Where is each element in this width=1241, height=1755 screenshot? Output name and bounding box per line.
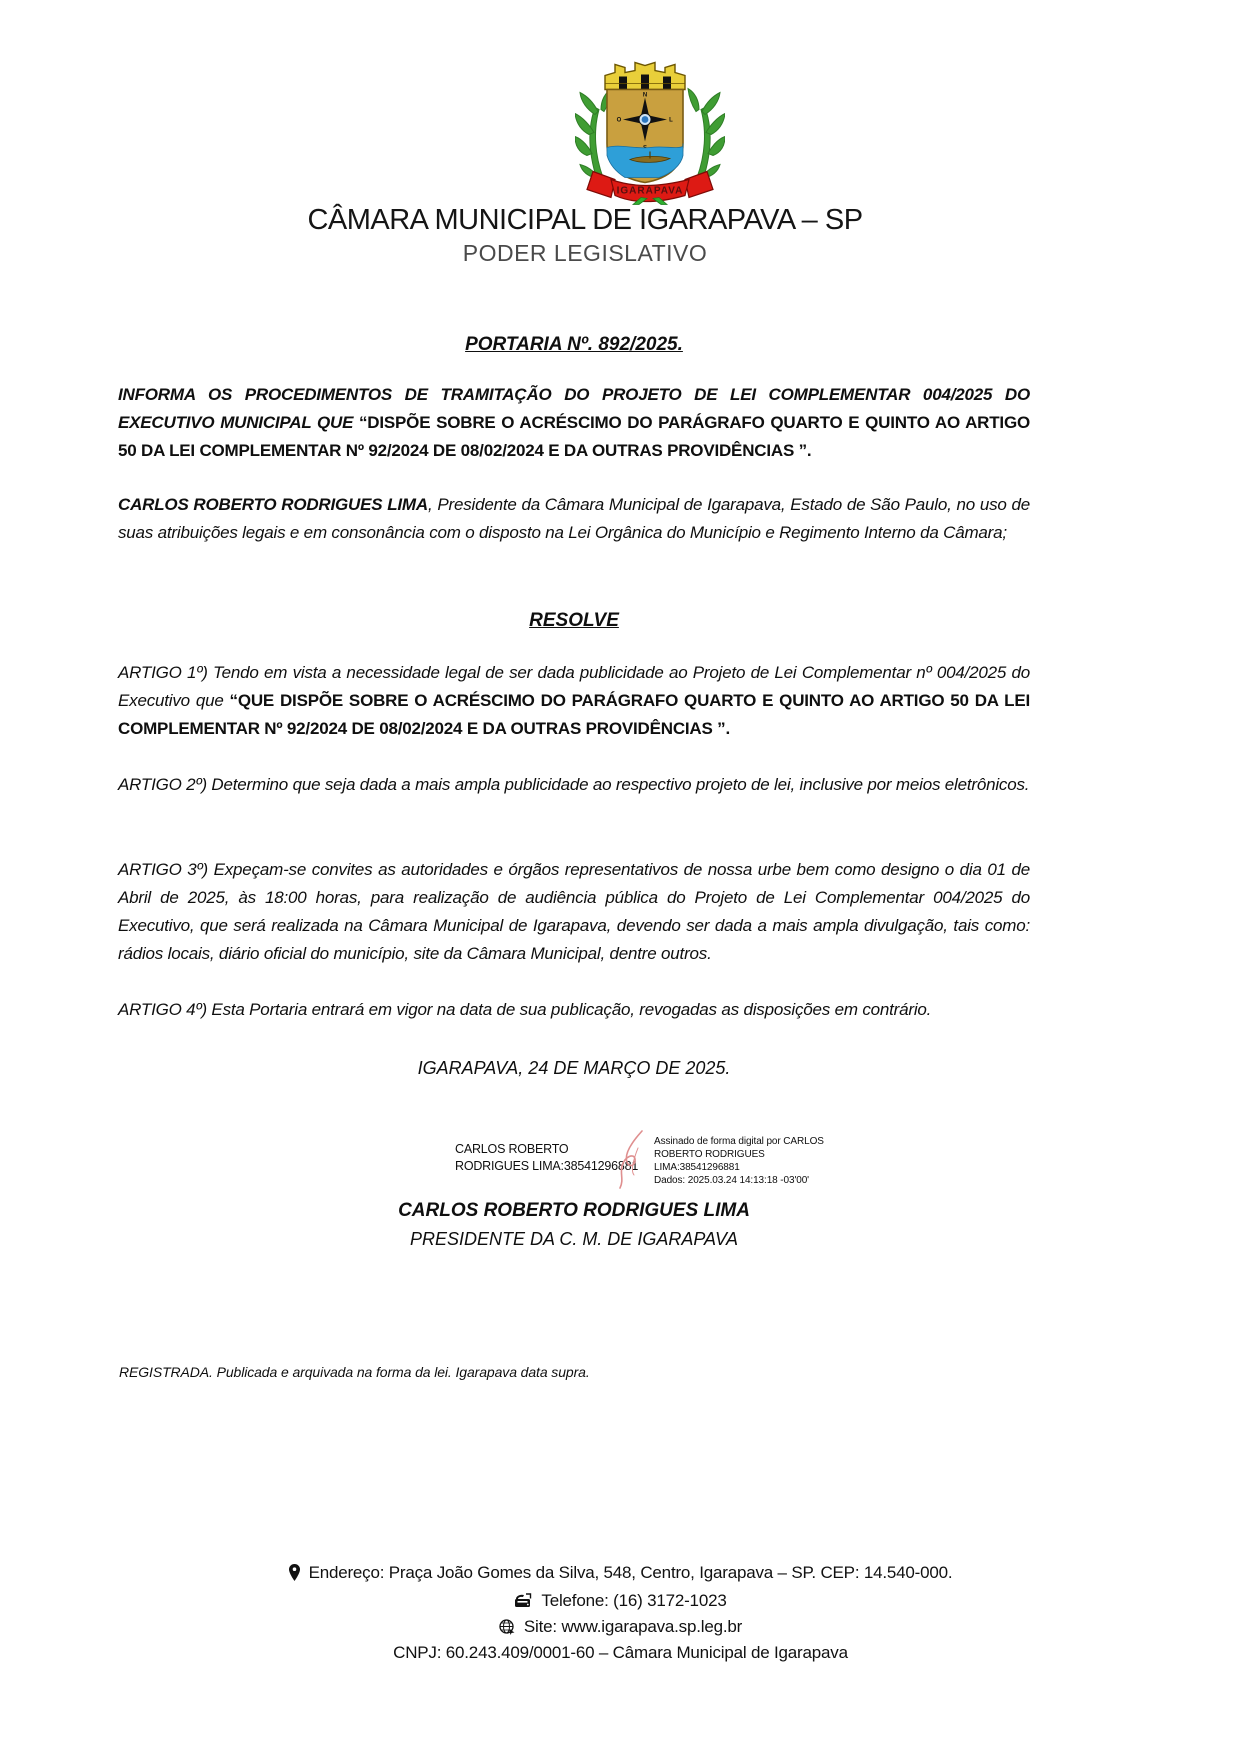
footer-site-line: [0, 1617, 1241, 1640]
footer-phone: Telefone: (16) 3172-1023: [541, 1591, 727, 1610]
coat-of-arms: [575, 58, 725, 206]
artigo-4: ARTIGO 4º) Esta Portaria entrará em vigor na data de sua publicação, revogadas as disposições em contrário.: [118, 1000, 932, 1019]
location-pin-icon: [289, 1564, 300, 1586]
artigo-2: ARTIGO 2º) Determino que seja dada a mais ampla publicidade ao respectivo projeto de lei, inclusive por meios eletrônicos.: [118, 775, 1030, 794]
igarapava-coat-of-arms-icon: [575, 58, 725, 206]
digital-note-date: Dados: 2025.03.24 14:13:18 -03'00': [654, 1175, 809, 1186]
ementa-quote: “DISPÕE SOBRE O ACRÉSCIMO DO PARÁGRAFO QUARTO E QUINTO AO ARTIGO 50 DA LEI COMPLEMENTAR Nº 92/2024 DE 08/02/2024 E DA OUTRAS PROVIDÊNCIAS ”.: [118, 413, 1030, 460]
ementa-lead: INFORMA OS PROCEDIMENTOS DE TRAMITAÇÃO DO PROJETO DE LEI COMPLEMENTAR 004/2025 DO EXECUTIVO MUNICIPAL QUE: [118, 385, 1030, 432]
document-title-text: PORTARIA Nº. 892/2025.: [465, 334, 683, 355]
org-subtitle: PODER LEGISLATIVO: [462, 240, 708, 266]
digital-note-text: Assinado de forma digital por CARLOS ROBERTO RODRIGUES LIMA:38541296881: [654, 1136, 824, 1173]
registration-note: REGISTRADA. Publicada e arquivada na forma da lei. Igarapava data supra.: [119, 1364, 590, 1380]
svg-text:L: L: [669, 117, 673, 124]
svg-text:N: N: [642, 92, 648, 99]
artigo-1-quote: “QUE DISPÕE SOBRE O ACRÉSCIMO DO PARÁGRAFO QUARTO E QUINTO AO ARTIGO 50 DA LEI COMPLEMENTAR Nº 92/2024 DE 08/02/2024 E DA OUTRAS PROVIDÊNCIAS ”.: [118, 691, 1031, 738]
resolve-heading-text: RESOLVE: [529, 610, 619, 631]
artigo-1-lead: ARTIGO 1º) Tendo em vista a necessidade legal de ser dada publicidade ao Projeto de Lei Complementar nº 004/2025 do Executivo que: [118, 663, 1030, 710]
artigo-3: ARTIGO 3º) Expeçam-se convites as autoridades e órgãos representativos de nossa urbe bem como designo o dia 01 de Abril de 2025, às 18:00 horas, para realização de audiência pública do Projeto de Lei Complementar 004/2025 do Executivo, que será realizada na Câmara Municipal de Igarapava, devendo ser dada a mais ampla divulgação, tais como: rádios locais, diário oficial do município, site da Câmara Municipal, dentre outros.: [118, 860, 1030, 963]
paragraph-preamble: [118, 491, 1030, 547]
signer-name: CARLOS ROBERTO RODRIGUES LIMA: [398, 1200, 750, 1221]
paragraph-ementa: [118, 381, 1030, 465]
footer-address-line: [0, 1563, 1241, 1586]
document-title: [118, 334, 1030, 356]
globe-icon: [499, 1619, 515, 1640]
signature-digital-note: [654, 1135, 836, 1187]
fax-phone-icon: [514, 1593, 532, 1614]
preamble-name: CARLOS ROBERTO RODRIGUES LIMA: [118, 495, 428, 514]
signature-flourish-icon: [616, 1128, 650, 1190]
resolve-heading: [118, 610, 1030, 632]
dateline: IGARAPAVA, 24 DE MARÇO DE 2025.: [417, 1058, 731, 1078]
org-name: CÂMARA MUNICIPAL DE IGARAPAVA – SP: [307, 204, 863, 236]
footer-cnpj-line: CNPJ: 60.243.409/0001-60 – Câmara Municipal de Igarapava: [393, 1643, 848, 1662]
signature-certificate-name: CARLOS ROBERTO RODRIGUES LIMA:38541296881: [455, 1142, 639, 1173]
crest-ribbon-text: IGARAPAVA: [616, 185, 684, 197]
svg-text:O: O: [616, 117, 622, 124]
artigo-1: [118, 659, 1030, 743]
footer-phone-line: [0, 1591, 1241, 1614]
footer-site: Site: www.igarapava.sp.leg.br: [523, 1617, 743, 1636]
preamble-rest: , Presidente da Câmara Municipal de Igarapava, Estado de São Paulo, no uso de suas atribuições legais e em consonância com o disposto na Lei Orgânica do Município e Regimento Interno da Câmara;: [118, 495, 1030, 542]
footer-address: Endereço: Praça João Gomes da Silva, 548, Centro, Igarapava – SP. CEP: 14.540-000.: [308, 1563, 953, 1582]
signer-title: PRESIDENTE DA C. M. DE IGARAPAVA: [409, 1229, 739, 1249]
